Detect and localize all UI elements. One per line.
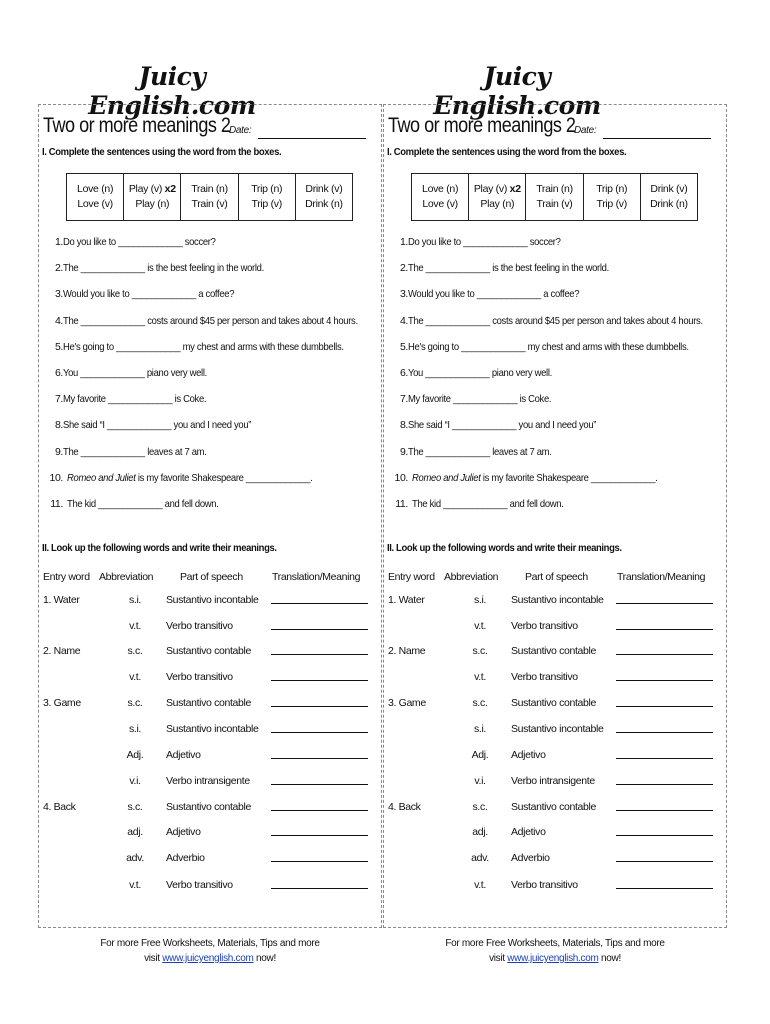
date-field-line[interactable] [258, 138, 366, 139]
header-part-of-speech: Part of speech [180, 571, 243, 583]
part-of-speech: Verbo transitivo [511, 879, 578, 891]
sentence-number: 10. [49, 471, 63, 484]
translation-blank[interactable] [271, 654, 368, 655]
sentence-text: The kid _____________ and fell down. [412, 497, 564, 510]
word-option: Love (v) [77, 198, 113, 210]
abbreviation: s.c. [472, 697, 488, 709]
part-of-speech: Verbo transitivo [511, 620, 578, 632]
sentence-text: Would you like to _____________ a coffee? [63, 288, 235, 301]
section1-instruction: I. Complete the sentences using the word from the boxes. [42, 146, 282, 158]
juicy-english-logo: Juicy English.com [88, 62, 256, 120]
vocab-row [42, 620, 378, 636]
sentence-text: He's going to _____________ my chest and arms with these dumbbells. [63, 340, 344, 353]
abbreviation: v.t. [474, 879, 486, 891]
vocab-row [387, 697, 723, 713]
abbreviation: s.c. [127, 801, 143, 813]
section1-instruction: I. Complete the sentences using the word from the boxes. [387, 146, 627, 158]
abbreviation: v.t. [129, 879, 141, 891]
translation-blank[interactable] [271, 706, 368, 707]
sentence-text: The _____________ leaves at 7 am. [63, 445, 207, 458]
header-translation: Translation/Meaning [272, 571, 361, 583]
sentence-number: 11. [395, 497, 408, 510]
entry-word: 3. Game [388, 697, 426, 709]
word-option: Train (n) [536, 183, 573, 195]
translation-blank[interactable] [616, 758, 713, 759]
translation-blank[interactable] [271, 810, 368, 811]
part-of-speech: Adverbio [166, 852, 205, 864]
word-option: Play (v) x2 [128, 183, 176, 195]
word-box [66, 173, 353, 221]
translation-blank[interactable] [616, 784, 713, 785]
sentence-item [45, 472, 379, 498]
abbreviation: Adj. [126, 749, 144, 761]
word-option: Trip (n) [251, 183, 283, 195]
vocab-row [387, 645, 723, 661]
title-row [388, 114, 718, 142]
sentence-item [45, 498, 379, 524]
part-of-speech: Sustantivo incontable [511, 723, 604, 735]
vocab-row [42, 826, 378, 842]
sentence-item [390, 236, 724, 262]
sentence-number: 9. [399, 445, 408, 458]
sentence-item [390, 367, 724, 393]
date-label: Date: [229, 125, 252, 136]
part-of-speech: Sustantivo contable [166, 697, 251, 709]
vocab-row [42, 645, 378, 661]
sentence-number: 4. [399, 314, 408, 327]
word-box [411, 173, 698, 221]
header-abbreviation: Abbreviation [444, 571, 499, 583]
abbreviation: v.i. [129, 775, 141, 787]
vocab-row [387, 594, 723, 610]
sentence-number: 7. [54, 393, 63, 406]
part-of-speech: Verbo transitivo [166, 620, 233, 632]
sentence-item [45, 393, 379, 419]
part-of-speech: Sustantivo contable [511, 801, 596, 813]
vocab-row [42, 723, 378, 739]
date-field-line[interactable] [603, 138, 711, 139]
abbreviation: v.t. [474, 620, 486, 632]
word-box-cell [526, 174, 583, 220]
vocab-table-header [42, 571, 378, 587]
translation-blank[interactable] [616, 861, 713, 862]
translation-blank[interactable] [271, 629, 368, 630]
sentence-text: Romeo and Juliet is my favorite Shakespeare _____________. [67, 471, 313, 484]
entry-word: 4. Back [388, 801, 421, 813]
sentence-number: 11. [50, 497, 63, 510]
sentence-text: The _____________ is the best feeling in the world. [408, 262, 609, 275]
footer-line2: visit www.juicyenglish.com now! [489, 953, 621, 964]
vocab-row [387, 723, 723, 739]
translation-blank[interactable] [271, 888, 368, 889]
sentence-item [45, 262, 379, 288]
sentence-item [45, 288, 379, 314]
vocab-table-header [387, 571, 723, 587]
part-of-speech: Sustantivo incontable [166, 723, 259, 735]
translation-blank[interactable] [271, 835, 368, 836]
part-of-speech: Verbo intransigente [166, 775, 250, 787]
sentence-item [45, 315, 379, 341]
sentence-number: 8. [399, 419, 408, 432]
translation-blank[interactable] [271, 603, 368, 604]
sentence-number: 1. [54, 236, 63, 248]
section2-instruction: II. Look up the following words and write their meanings. [42, 542, 277, 554]
abbreviation: adj. [127, 826, 143, 838]
word-box-cell [67, 174, 124, 220]
sentence-text: He's going to _____________ my chest and arms with these dumbbells. [408, 340, 689, 353]
word-option: Drink (n) [650, 198, 688, 210]
word-box-cell [584, 174, 641, 220]
word-option: Drink (v) [650, 183, 688, 195]
sentence-number: 5. [54, 340, 63, 353]
abbreviation: v.t. [129, 671, 141, 683]
translation-blank[interactable] [271, 861, 368, 862]
sentence-number: 3. [399, 288, 408, 301]
abbreviation: s.i. [128, 594, 142, 606]
vocab-row [387, 879, 723, 895]
sentence-item [45, 367, 379, 393]
sentence-item [390, 393, 724, 419]
part-of-speech: Sustantivo contable [511, 645, 596, 657]
translation-blank[interactable] [616, 629, 713, 630]
vocab-row [42, 749, 378, 765]
sentence-text: You _____________ piano very well. [408, 366, 552, 379]
sentence-text: The _____________ is the best feeling in the world. [63, 262, 264, 275]
sentence-item [390, 288, 724, 314]
sentence-text: The _____________ leaves at 7 am. [408, 445, 552, 458]
abbreviation: v.i. [474, 775, 486, 787]
word-option: Train (n) [191, 183, 228, 195]
word-option: Trip (v) [596, 198, 627, 210]
sentence-item [390, 315, 724, 341]
translation-blank[interactable] [616, 888, 713, 889]
footer [383, 936, 727, 966]
sentence-number: 7. [399, 393, 408, 406]
translation-blank[interactable] [616, 654, 713, 655]
vocab-row [42, 852, 378, 868]
juicy-english-logo: Juicy English.com [433, 62, 601, 120]
section2-instruction: II. Look up the following words and write their meanings. [387, 542, 622, 554]
translation-blank[interactable] [616, 732, 713, 733]
abbreviation: adv. [471, 852, 489, 864]
footer-line1: For more Free Worksheets, Materials, Tips and more [445, 938, 665, 949]
abbreviation: v.t. [474, 671, 486, 683]
word-option: Drink (n) [305, 198, 343, 210]
word-box-cell [412, 174, 469, 220]
sentence-item [390, 262, 724, 288]
sentence-number: 1. [399, 236, 408, 248]
sentence-item [45, 236, 379, 262]
part-of-speech: Verbo intransigente [511, 775, 595, 787]
sentence-item [45, 419, 379, 445]
translation-blank[interactable] [616, 810, 713, 811]
juicy-english-link[interactable]: www.juicyenglish.com [507, 953, 599, 964]
word-box-cell [239, 174, 296, 220]
sentence-number: 6. [399, 366, 408, 379]
sentence-text: Romeo and Juliet is my favorite Shakespeare _____________. [412, 471, 658, 484]
word-option: Train (v) [191, 198, 228, 210]
abbreviation: s.i. [473, 723, 487, 735]
vocab-row [42, 879, 378, 895]
vocab-row [387, 749, 723, 765]
footer-line2: visit www.juicyenglish.com now! [144, 953, 276, 964]
vocab-row [387, 775, 723, 791]
sentence-text: My favorite _____________ is Coke. [408, 393, 552, 406]
word-option: Love (n) [77, 183, 114, 195]
vocab-row [387, 852, 723, 868]
worksheet-title: Two or more meanings 2 [43, 114, 231, 137]
abbreviation: s.i. [473, 594, 487, 606]
worksheet-title: Two or more meanings 2 [388, 114, 576, 137]
word-box-cell [469, 174, 526, 220]
word-box-cell [181, 174, 238, 220]
worksheet-frame [38, 104, 382, 928]
translation-blank[interactable] [616, 706, 713, 707]
sentence-item [390, 446, 724, 472]
abbreviation: v.t. [129, 620, 141, 632]
word-box-cell [124, 174, 181, 220]
sentence-item [45, 446, 379, 472]
entry-word: 1. Water [43, 594, 80, 606]
translation-blank[interactable] [616, 835, 713, 836]
entry-word: 1. Water [388, 594, 425, 606]
sentence-item [390, 341, 724, 367]
entry-word: 3. Game [43, 697, 81, 709]
sentence-number: 6. [54, 366, 63, 379]
sentence-number: 8. [54, 419, 63, 432]
abbreviation: s.c. [472, 645, 488, 657]
part-of-speech: Sustantivo contable [511, 697, 596, 709]
sentence-text: The kid _____________ and fell down. [67, 497, 219, 510]
sentence-item [390, 498, 724, 524]
sentence-text: You _____________ piano very well. [63, 366, 207, 379]
word-option: Play (v) x2 [473, 183, 521, 195]
date-label: Date: [574, 125, 597, 136]
vocab-row [387, 826, 723, 842]
vocab-row [387, 671, 723, 687]
sentence-number: 2. [399, 262, 408, 275]
word-option: Trip (v) [251, 198, 282, 210]
sentence-text: She said “I _____________ you and I need you” [63, 419, 252, 432]
vocab-row [387, 801, 723, 817]
entry-word: 2. Name [43, 645, 81, 657]
part-of-speech: Adverbio [511, 852, 550, 864]
header-abbreviation: Abbreviation [99, 571, 154, 583]
sentence-text: Would you like to _____________ a coffee? [408, 288, 580, 301]
worksheet-frame [383, 104, 727, 928]
footer-line1: For more Free Worksheets, Materials, Tips and more [100, 938, 320, 949]
abbreviation: s.c. [127, 645, 143, 657]
part-of-speech: Sustantivo contable [166, 645, 251, 657]
title-row [43, 114, 373, 142]
header-entry-word: Entry word [388, 571, 435, 583]
sentence-text: Do you like to _____________ soccer? [408, 236, 561, 248]
sentence-list [390, 236, 724, 524]
word-option: Love (v) [422, 198, 458, 210]
word-box-cell [641, 174, 697, 220]
vocab-row [387, 620, 723, 636]
vocab-row [42, 801, 378, 817]
part-of-speech: Verbo transitivo [511, 671, 578, 683]
sentence-item [45, 341, 379, 367]
sentence-text: She said “I _____________ you and I need you” [408, 419, 597, 432]
entry-word: 4. Back [43, 801, 76, 813]
vocab-row [42, 594, 378, 610]
vocab-row [42, 697, 378, 713]
translation-blank[interactable] [616, 603, 713, 604]
translation-blank[interactable] [271, 732, 368, 733]
abbreviation: s.c. [472, 801, 488, 813]
header-part-of-speech: Part of speech [525, 571, 588, 583]
sentence-text: The _____________ costs around $45 per person and takes about 4 hours. [408, 314, 703, 327]
entry-word: 2. Name [388, 645, 426, 657]
sentence-number: 2. [54, 262, 63, 275]
vocab-row [42, 775, 378, 791]
word-option: Drink (v) [305, 183, 343, 195]
sentence-item [390, 472, 724, 498]
part-of-speech: Sustantivo incontable [166, 594, 259, 606]
abbreviation: adv. [126, 852, 144, 864]
word-option: Love (n) [422, 183, 459, 195]
sentence-number: 9. [54, 445, 63, 458]
sentence-number: 3. [54, 288, 63, 301]
abbreviation: s.c. [127, 697, 143, 709]
translation-blank[interactable] [271, 758, 368, 759]
translation-blank[interactable] [271, 784, 368, 785]
translation-blank[interactable] [616, 680, 713, 681]
part-of-speech: Adjetivo [511, 826, 546, 838]
part-of-speech: Adjetivo [166, 749, 201, 761]
sentence-number: 4. [54, 314, 63, 327]
word-option: Play (n) [480, 198, 515, 210]
sentence-number: 5. [399, 340, 408, 353]
word-option: Train (v) [536, 198, 573, 210]
part-of-speech: Adjetivo [511, 749, 546, 761]
part-of-speech: Adjetivo [166, 826, 201, 838]
header-translation: Translation/Meaning [617, 571, 706, 583]
word-option: Play (n) [135, 198, 170, 210]
sentence-number: 10. [394, 471, 408, 484]
sentence-item [390, 419, 724, 445]
part-of-speech: Sustantivo incontable [511, 594, 604, 606]
translation-blank[interactable] [271, 680, 368, 681]
word-box-cell [296, 174, 352, 220]
footer [38, 936, 382, 966]
sentence-list [45, 236, 379, 524]
abbreviation: Adj. [471, 749, 489, 761]
abbreviation: s.i. [128, 723, 142, 735]
abbreviation: adj. [472, 826, 488, 838]
header-entry-word: Entry word [43, 571, 90, 583]
juicy-english-link[interactable]: www.juicyenglish.com [162, 953, 254, 964]
word-option: Trip (n) [596, 183, 628, 195]
vocab-row [42, 671, 378, 687]
sentence-text: My favorite _____________ is Coke. [63, 393, 207, 406]
part-of-speech: Sustantivo contable [166, 801, 251, 813]
sentence-text: Do you like to _____________ soccer? [63, 236, 216, 248]
part-of-speech: Verbo transitivo [166, 671, 233, 683]
sentence-text: The _____________ costs around $45 per person and takes about 4 hours. [63, 314, 358, 327]
part-of-speech: Verbo transitivo [166, 879, 233, 891]
